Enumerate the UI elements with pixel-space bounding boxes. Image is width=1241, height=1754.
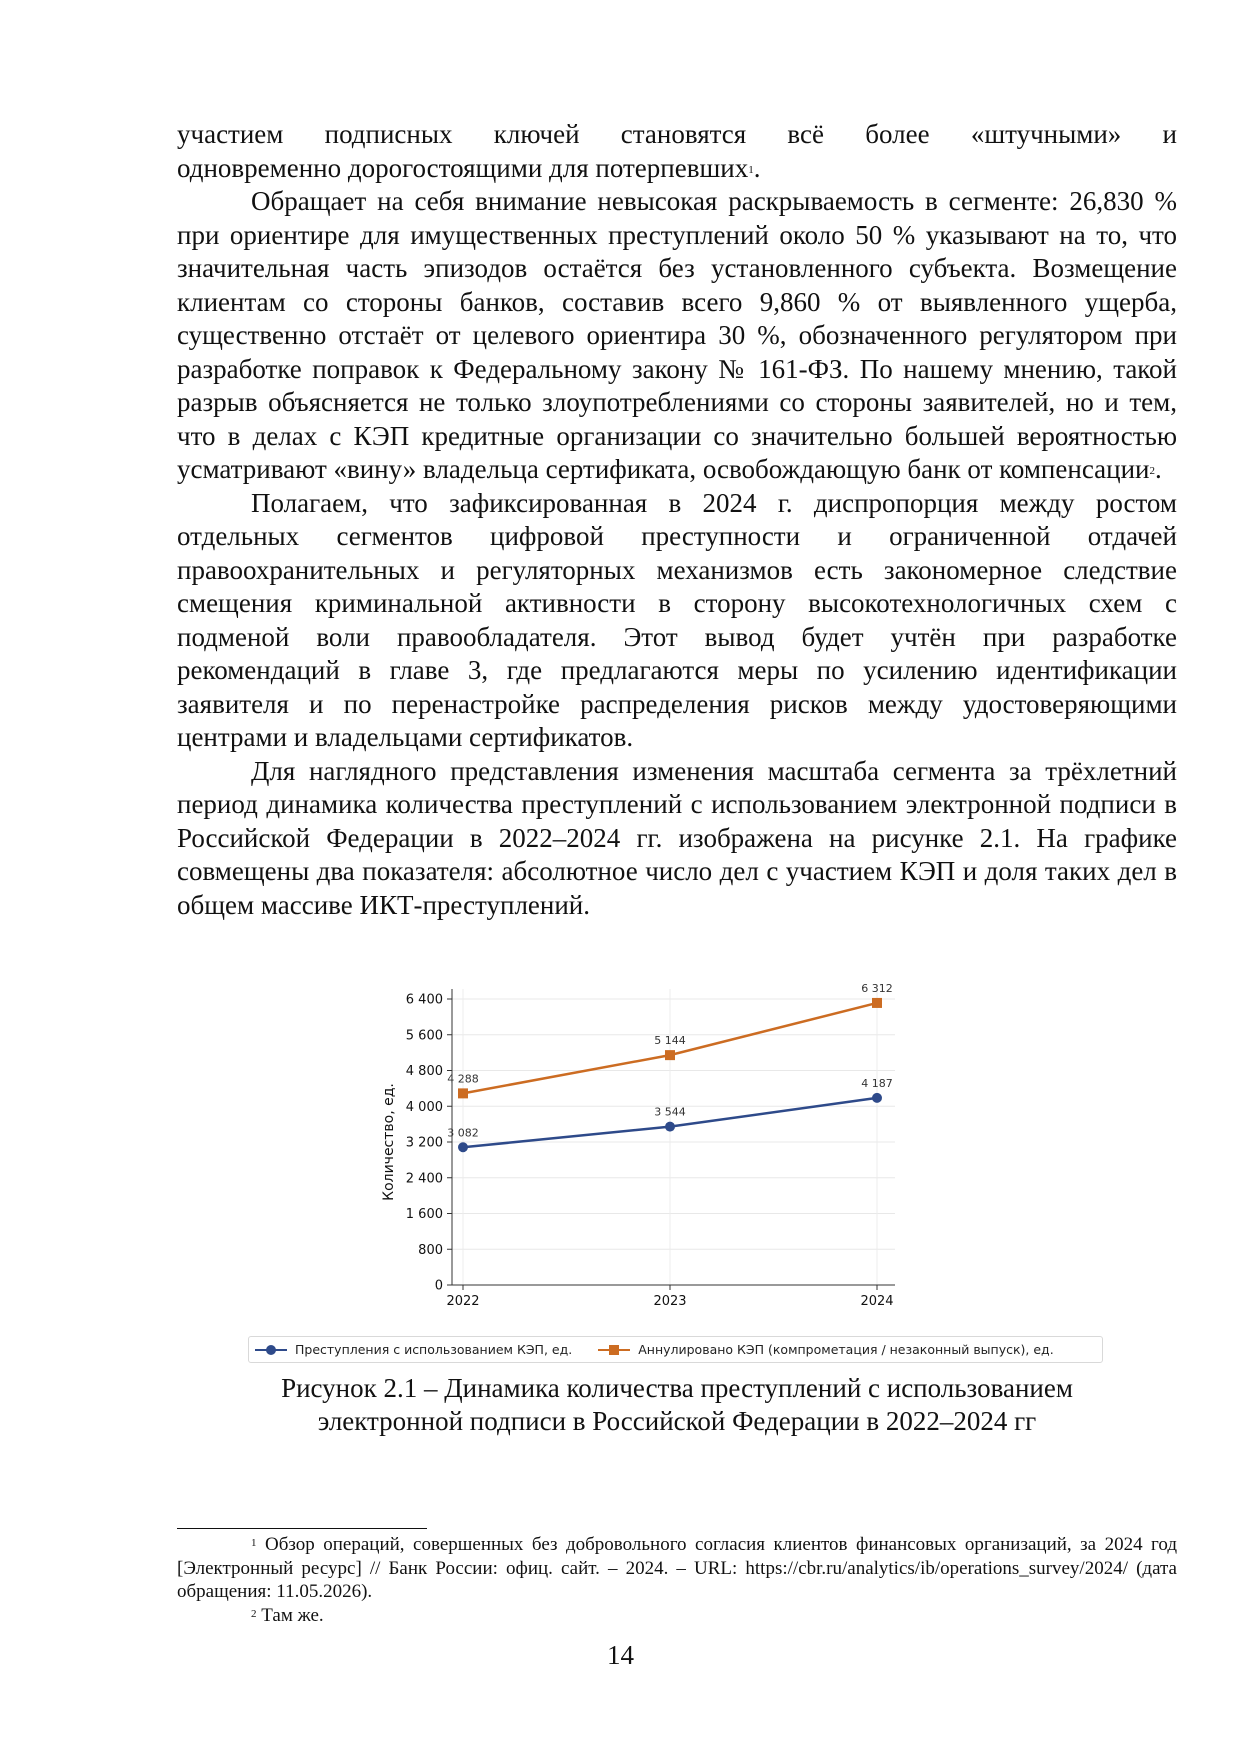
- y-tick-label-5: 4 000: [405, 1099, 443, 1115]
- series-2-data-label-2: 6 312: [861, 981, 893, 995]
- y-tick-label-1: 800: [418, 1242, 443, 1258]
- y-axis-label: Количество, ед.: [381, 1083, 397, 1201]
- paragraph-3: Полагаем, что зафиксированная в 2024 г. диспропорция между ростом отдельных сегментов цифровой преступности и ограниченной отдачей правоохранительных и регуляторных механизмов есть закономерное следствие смещения криминальной активности в сторону высокотехнологичных схем с подменой воли правообладателя. Этот вывод будет учтён при разработке рекомендаций в главе 3, где предлагаются меры по усилению идентификации заявителя и по перенастройке распределения рисков между удостоверяющими центрами и владельцами сертификатов.: [177, 487, 1177, 752]
- paragraph-1-end: .: [753, 152, 761, 183]
- caption-line-1: Рисунок 2.1 – Динамика количества преступлений с использованием: [281, 1373, 1073, 1403]
- x-tick-label-0: 2022: [446, 1294, 480, 1309]
- paragraph-1-line-2: [177, 152, 1177, 186]
- series-1-point-1: [665, 1122, 675, 1132]
- figure-caption: [177, 1372, 1177, 1438]
- series-2-point-2: [872, 998, 882, 1008]
- footnote-ref-1[interactable]: 1: [748, 163, 754, 176]
- series-1-point-2: [872, 1093, 882, 1103]
- series-2-data-label-0: 4 288: [447, 1072, 479, 1086]
- paragraph-2: [177, 185, 1177, 487]
- body-text: [177, 118, 1177, 922]
- series-1-data-label-0: 3 082: [447, 1126, 479, 1140]
- footnote-1: [177, 1533, 1177, 1604]
- footnote-separator: [177, 1528, 427, 1529]
- footnote-2-mark: 2: [251, 1607, 257, 1620]
- caption-line-2: электронной подписи в Российской Федерации в 2022–2024 гг: [317, 1406, 1037, 1436]
- legend-swatch-series-1: [255, 1343, 287, 1357]
- series-1-data-label-2: 4 187: [861, 1076, 893, 1090]
- chart-legend: [248, 1336, 1103, 1363]
- y-tick-label-7: 5 600: [405, 1028, 443, 1044]
- x-tick-label-2: 2024: [860, 1294, 894, 1309]
- paragraph-2-text: Обращает на себя внимание невысокая раскрываемость в сегменте: 26,830 % при ориентире для имущественных преступлений около 50 % указывают на то, что значительная часть эпизодов остаётся без установленного субъекта. Возмещение клиентам со стороны банков, составив всего 9,860 % от выявленного ущерба, существенно отстаёт от целевого ориентира 30 %, обозначенного регулятором при разработке поправок к Федеральному закону № 161-ФЗ. По нашему мнению, такой разрыв объясняется не только злоупотреблениями со стороны заявителей, но и тем, что в делах с КЭП кредитные организации со значительно большей вероятностью усматривают «вину» владельца сертификата, освобождающую банк от компенсации: [177, 186, 1177, 484]
- series-1-data-label-1: 3 544: [654, 1105, 686, 1119]
- y-tick-label-2: 1 600: [405, 1207, 443, 1222]
- legend-label-series-1: Преступления с использованием КЭП, ед.: [295, 1342, 573, 1357]
- series-1-point-0: [458, 1142, 468, 1152]
- footnote-2: [177, 1604, 1177, 1628]
- paragraph-1-text: одновременно дорогостоящими для потерпевших: [177, 152, 749, 183]
- legend-item-series-1: [255, 1342, 572, 1357]
- figure-chart: [360, 970, 1120, 1370]
- paragraph-2-end: .: [1154, 454, 1162, 484]
- series-2-point-0: [458, 1088, 468, 1098]
- series-2-point-1: [665, 1050, 675, 1060]
- footnote-2-text: Там же.: [256, 1604, 324, 1626]
- line-chart: [360, 970, 1120, 1370]
- y-tick-label-8: 6 400: [405, 992, 443, 1008]
- footnote-1-text: Обзор операций, совершенных без добровольного согласия клиентов финансовых организаций, за 2024 год [Электронный ресурс] // Банк России: офиц. сайт. – 2024. – URL: https://cbr.ru/analytics/ib/operations_survey/2024/ (дата обращения: 11.05.2026).: [177, 1534, 1177, 1602]
- y-tick-label-0: 0: [434, 1278, 443, 1294]
- paragraph-1-line-1: участием подписных ключей становятся всё более «штучными» и: [177, 119, 1177, 149]
- page-number: 14: [607, 1640, 634, 1670]
- y-tick-label-4: 3 200: [405, 1135, 443, 1151]
- footnote-1-mark: 1: [251, 1537, 257, 1549]
- y-tick-label-6: 4 800: [405, 1064, 443, 1079]
- legend-item-series-2: [598, 1342, 1053, 1357]
- x-tick-label-1: 2023: [653, 1294, 687, 1309]
- paragraph-4: Для наглядного представления изменения масштаба сегмента за трёхлетний период динамика количества преступлений с использованием электронной подписи в Российской Федерации в 2022–2024 гг. изображена на рисунке 2.1. На графике совмещены два показателя: абсолютное число дел с участием КЭП и доля таких дел в общем массиве ИКТ-преступлений.: [177, 755, 1177, 920]
- footnote-ref-2[interactable]: 2: [1149, 465, 1155, 477]
- series-2-data-label-1: 5 144: [654, 1034, 686, 1048]
- legend-swatch-series-2: [598, 1343, 630, 1357]
- footnotes: [177, 1533, 1177, 1627]
- y-tick-label-3: 2 400: [405, 1171, 443, 1187]
- legend-label-series-2: Аннулировано КЭП (компрометация / незаконный выпуск), ед.: [638, 1342, 1054, 1357]
